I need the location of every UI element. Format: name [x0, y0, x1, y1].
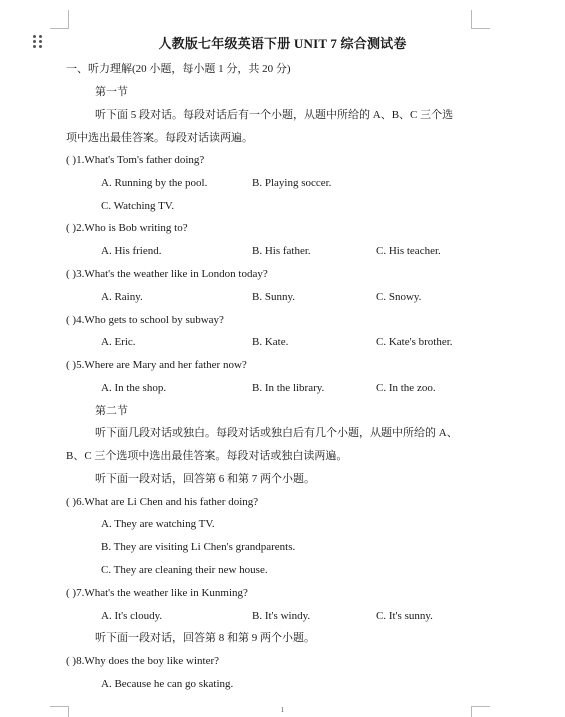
question-stem [66, 358, 247, 372]
question-stem [66, 313, 224, 327]
question-stem [66, 586, 248, 600]
option-a: A. Running by the pool. [101, 177, 208, 189]
question-text: What's the weather like in Kunming? [84, 587, 248, 599]
part-heading: 第二节 [95, 405, 128, 417]
question-stem [66, 221, 188, 235]
answer-blank[interactable]: ( )8. [66, 655, 85, 667]
option-a: A. In the shop. [101, 382, 167, 394]
option-c: C. His teacher. [376, 245, 441, 257]
option-b: B. Playing soccer. [252, 177, 332, 189]
sub-instruction: 听下面一段对话，回答第 8 和第 9 两个小题。 [95, 632, 315, 644]
option-c: C. Snowy. [376, 291, 422, 303]
question-text: Why does the boy like winter? [84, 655, 220, 667]
page-number: 1 [280, 706, 285, 714]
answer-blank[interactable]: ( )4. [66, 314, 85, 326]
option-b: B. Kate. [252, 336, 289, 348]
answer-blank[interactable]: ( )3. [66, 268, 85, 280]
option-a: A. Rainy. [101, 291, 143, 303]
question-stem [66, 267, 268, 281]
part-heading: 第一节 [95, 86, 128, 98]
document-title: 人教版七年级英语下册 UNIT 7 综合测试卷 [158, 36, 407, 51]
option-a: A. It's cloudy. [101, 610, 163, 622]
option-a: A. Because he can go skating. [101, 678, 234, 690]
option-a: A. They are watching TV. [101, 518, 215, 530]
question-stem [66, 153, 204, 167]
answer-blank[interactable]: ( )2. [66, 222, 85, 234]
question-text: What's the weather like in London today? [84, 268, 268, 280]
sub-instruction: 听下面一段对话，回答第 6 和第 7 两个小题。 [95, 473, 315, 485]
option-a: A. His friend. [101, 245, 162, 257]
question-text: What are Li Chen and his father doing? [84, 496, 259, 508]
option-b: B. It's windy. [252, 610, 311, 622]
question-text: Who gets to school by subway? [84, 314, 224, 326]
option-c: C. Kate's brother. [376, 336, 453, 348]
instruction-text: 听下面几段对话或独白。每段对话或独白后有几个小题，从题中所给的 A、 [95, 427, 458, 439]
answer-blank[interactable]: ( )6. [66, 496, 85, 508]
instruction-text: B、C 三个选项中选出最佳答案。每段对话或独白读两遍。 [66, 450, 348, 462]
option-b: B. Sunny. [252, 291, 295, 303]
answer-blank[interactable]: ( )1. [66, 154, 85, 166]
question-stem [66, 495, 258, 509]
answer-blank[interactable]: ( )7. [66, 587, 85, 599]
option-c: C. Watching TV. [101, 200, 175, 212]
margin-mark-top-left [50, 10, 69, 29]
question-text: What's Tom's father doing? [84, 154, 205, 166]
option-c: C. They are cleaning their new house. [101, 564, 268, 576]
option-c: C. In the zoo. [376, 382, 436, 394]
option-b: B. In the library. [252, 382, 325, 394]
option-c: C. It's sunny. [376, 610, 433, 622]
instruction-text: 听下面 5 段对话。每段对话后有一个小题，从题中所给的 A、B、C 三个选 [95, 109, 454, 121]
section-heading: 一、听力理解(20 小题，每小题 1 分，共 20 分) [66, 63, 291, 75]
option-b: B. His father. [252, 245, 311, 257]
option-a: A. Eric. [101, 336, 136, 348]
margin-mark-top-right [471, 10, 490, 29]
question-text: Who is Bob writing to? [84, 222, 188, 234]
question-text: Where are Mary and her father now? [84, 359, 247, 371]
instruction-text: 项中选出最佳答案。每段对话读两遍。 [66, 132, 253, 144]
answer-blank[interactable]: ( )5. [66, 359, 85, 371]
option-b: B. They are visiting Li Chen's grandparents. [101, 541, 296, 553]
question-stem [66, 654, 219, 668]
